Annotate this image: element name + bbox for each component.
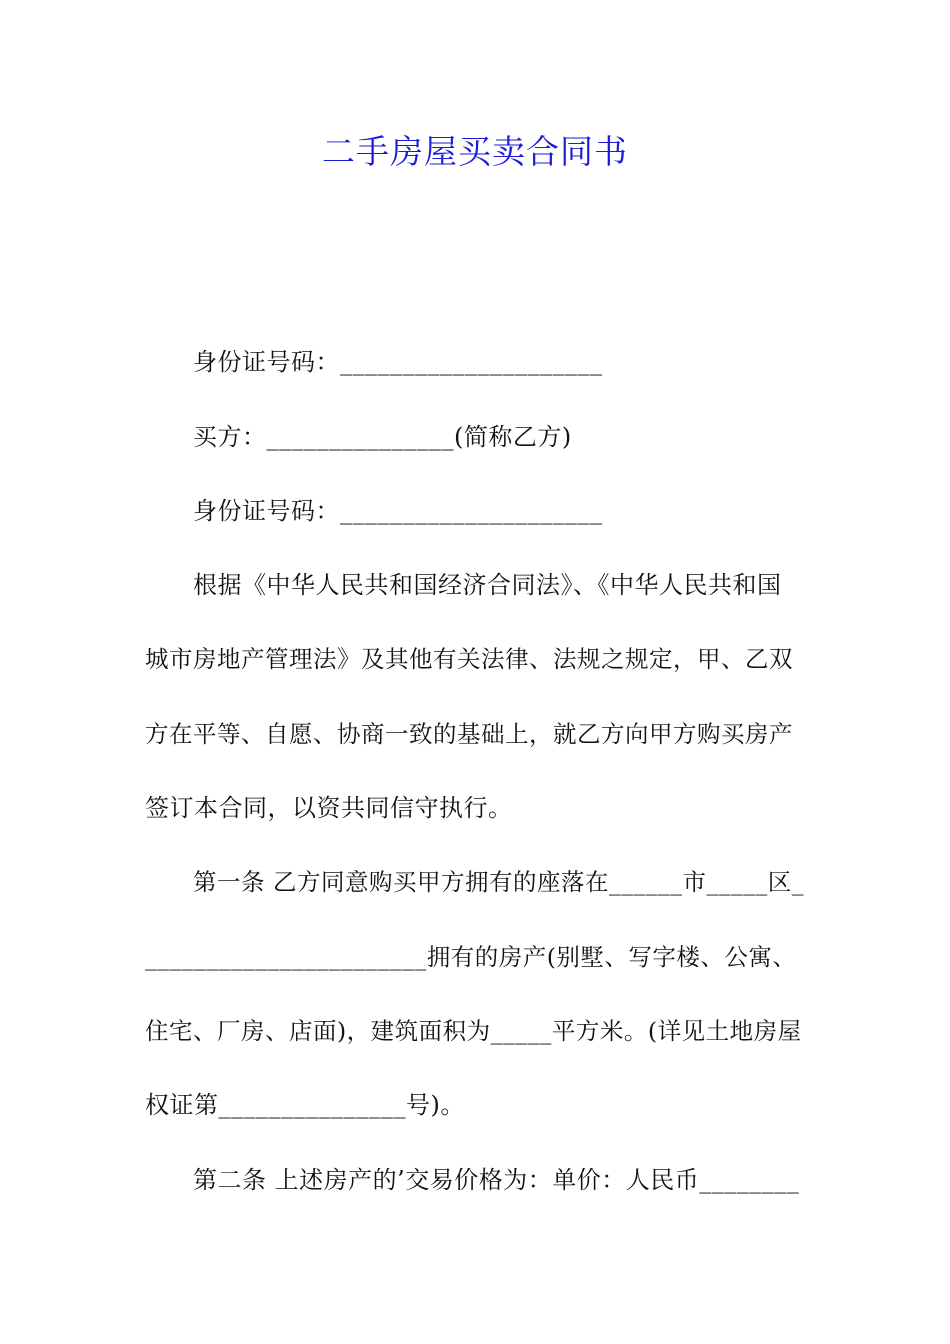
document-title: 二手房屋买卖合同书 [322, 132, 628, 171]
buyer-id-number-line: 身份证号码：_____________________ [193, 497, 603, 525]
seller-id-number-line: 身份证号码：_____________________ [193, 348, 603, 376]
article-1-line-1: 第一条 乙方同意购买甲方拥有的座落在______市_____区_ [193, 868, 804, 896]
buyer-line: 买方：_______________(简称乙方) [193, 423, 572, 451]
article-2-line-1: 第二条 上述房产的’交易价格为：单价：人民币________ [193, 1166, 800, 1194]
preamble-line-4: 签订本合同，以资共同信守执行。 [145, 794, 513, 822]
preamble-line-3: 方在平等、自愿、协商一致的基础上，就乙方向甲方购买房产 [145, 720, 793, 748]
article-1-line-4: 权证第_______________号)。 [145, 1091, 465, 1119]
article-1-line-2: _______________________拥有的房产(别墅、写字楼、公寓、 [145, 943, 797, 971]
article-1-line-3: 住宅、厂房、店面)，建筑面积为_____平方米。(详见土地房屋 [145, 1017, 802, 1045]
preamble-line-2: 城市房地产管理法》及其他有关法律、法规之规定，甲、乙双 [145, 645, 793, 673]
preamble-line-1: 根据《中华人民共和国经济合同法》、《中华人民共和国 [193, 571, 782, 599]
